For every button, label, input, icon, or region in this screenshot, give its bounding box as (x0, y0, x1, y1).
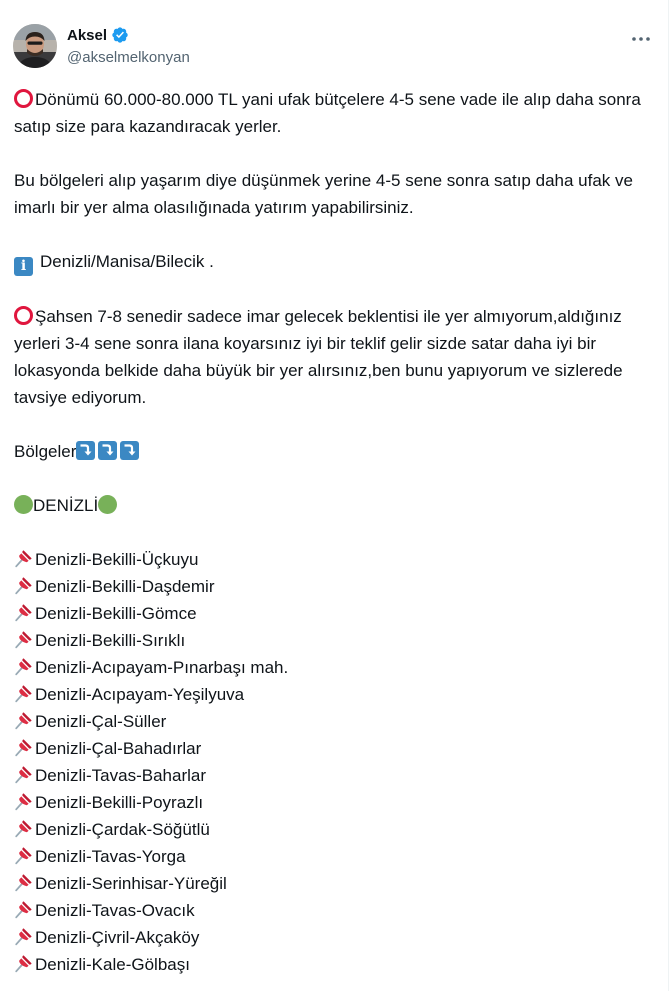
list-item (14, 951, 654, 978)
pushpin-icon (14, 656, 34, 676)
list-item (14, 870, 654, 897)
pushpin-icon (14, 845, 34, 865)
list-item (14, 924, 654, 951)
list-item (14, 708, 654, 735)
pushpin-icon (14, 953, 34, 973)
place-name: Denizli-Bekilli-Poyrazlı (35, 793, 204, 812)
section-title-denizli: DENİZLİ (14, 492, 654, 519)
place-name: Denizli-Çal-Süller (35, 712, 167, 731)
pushpin-icon (14, 899, 34, 919)
list-item (14, 654, 654, 681)
list-item (14, 843, 654, 870)
place-name: Denizli-Çardak-Söğütlü (35, 820, 210, 839)
display-name[interactable]: Aksel (67, 26, 108, 44)
paragraph-experience: Şahsen 7-8 senedir sadece imar gelecek beklentisi ile yer almıyorum,aldığınız yerleri 3-4 sene sonra ilana koyarsınız iyi bir teklif gelir sizde satar daha iyi bir lokasyonda belkide daha büyük bir yer alırsınız,ben bunu yapıyorum ve sizlerede tavsiye ediyorum. (14, 307, 623, 407)
heavy-large-circle-emoji (14, 306, 33, 325)
avatar[interactable] (13, 24, 57, 68)
paragraph-advice: Bu bölgeleri alıp yaşarım diye düşünmek yerine 4-5 sene sonra satıp daha ufak ve imarlı bir yer alma olasılığınada yatırım yapabilirsiniz. (14, 171, 633, 217)
list-item (14, 681, 654, 708)
place-name: Denizli-Çivril-Akçaköy (35, 928, 200, 947)
place-name: Denizli-Bekilli-Daşdemir (35, 577, 215, 596)
pushpin-icon (14, 926, 34, 946)
list-item (14, 573, 654, 600)
place-name: Denizli-Acıpayam-Pınarbaşı mah. (35, 658, 289, 677)
verified-badge-icon[interactable] (111, 26, 129, 44)
pushpin-icon (14, 791, 34, 811)
pushpin-icon (14, 575, 34, 595)
list-item (14, 546, 654, 573)
pushpin-icon (14, 710, 34, 730)
place-name: Denizli-Bekilli-Sırıklı (35, 631, 186, 650)
list-item (14, 897, 654, 924)
list-item (14, 600, 654, 627)
place-name: Denizli-Tavas-Ovacık (35, 901, 195, 920)
place-name: Denizli-Kale-Gölbaşı (35, 955, 190, 974)
tweet-text (14, 86, 654, 978)
tweet-header (13, 24, 654, 70)
green-circle-emoji (98, 495, 117, 514)
paragraph-cities: i Denizli/Manisa/Bilecik . (14, 248, 654, 276)
pushpin-icon (14, 683, 34, 703)
arrow-curving-down-emoji (98, 441, 117, 460)
user-handle[interactable]: @akselmelkonyan (67, 49, 190, 66)
place-name: Denizli-Serinhisar-Yüreğil (35, 874, 227, 893)
green-circle-emoji (14, 495, 33, 514)
place-name: Denizli-Tavas-Baharlar (35, 766, 207, 785)
pushpin-icon (14, 872, 34, 892)
list-item (14, 735, 654, 762)
places-list (14, 546, 654, 978)
list-item (14, 627, 654, 654)
place-name: Denizli-Bekilli-Gömce (35, 604, 197, 623)
place-name: Denizli-Acıpayam-Yeşilyuva (35, 685, 245, 704)
place-name: Denizli-Tavas-Yorga (35, 847, 186, 866)
pushpin-icon (14, 548, 34, 568)
arrow-curving-down-emoji (120, 441, 139, 460)
name-row (67, 26, 129, 44)
pushpin-icon (14, 737, 34, 757)
pushpin-icon (14, 629, 34, 649)
information-source-emoji: i (14, 257, 33, 276)
list-item (14, 789, 654, 816)
regions-label-line: Bölgeler (14, 438, 654, 465)
list-item (14, 816, 654, 843)
arrow-curving-down-emoji (76, 441, 95, 460)
pushpin-icon (14, 818, 34, 838)
pushpin-icon (14, 764, 34, 784)
list-item (14, 762, 654, 789)
place-name: Denizli-Bekilli-Üçkuyu (35, 550, 199, 569)
heavy-large-circle-emoji (14, 89, 33, 108)
place-name: Denizli-Çal-Bahadırlar (35, 739, 202, 758)
paragraph-price: Dönümü 60.000-80.000 TL yani ufak bütçelere 4-5 sene vade ile alıp daha sonra satıp size para kazandıracak yerler. (14, 90, 641, 136)
pushpin-icon (14, 602, 34, 622)
more-dots-icon[interactable] (630, 28, 652, 50)
